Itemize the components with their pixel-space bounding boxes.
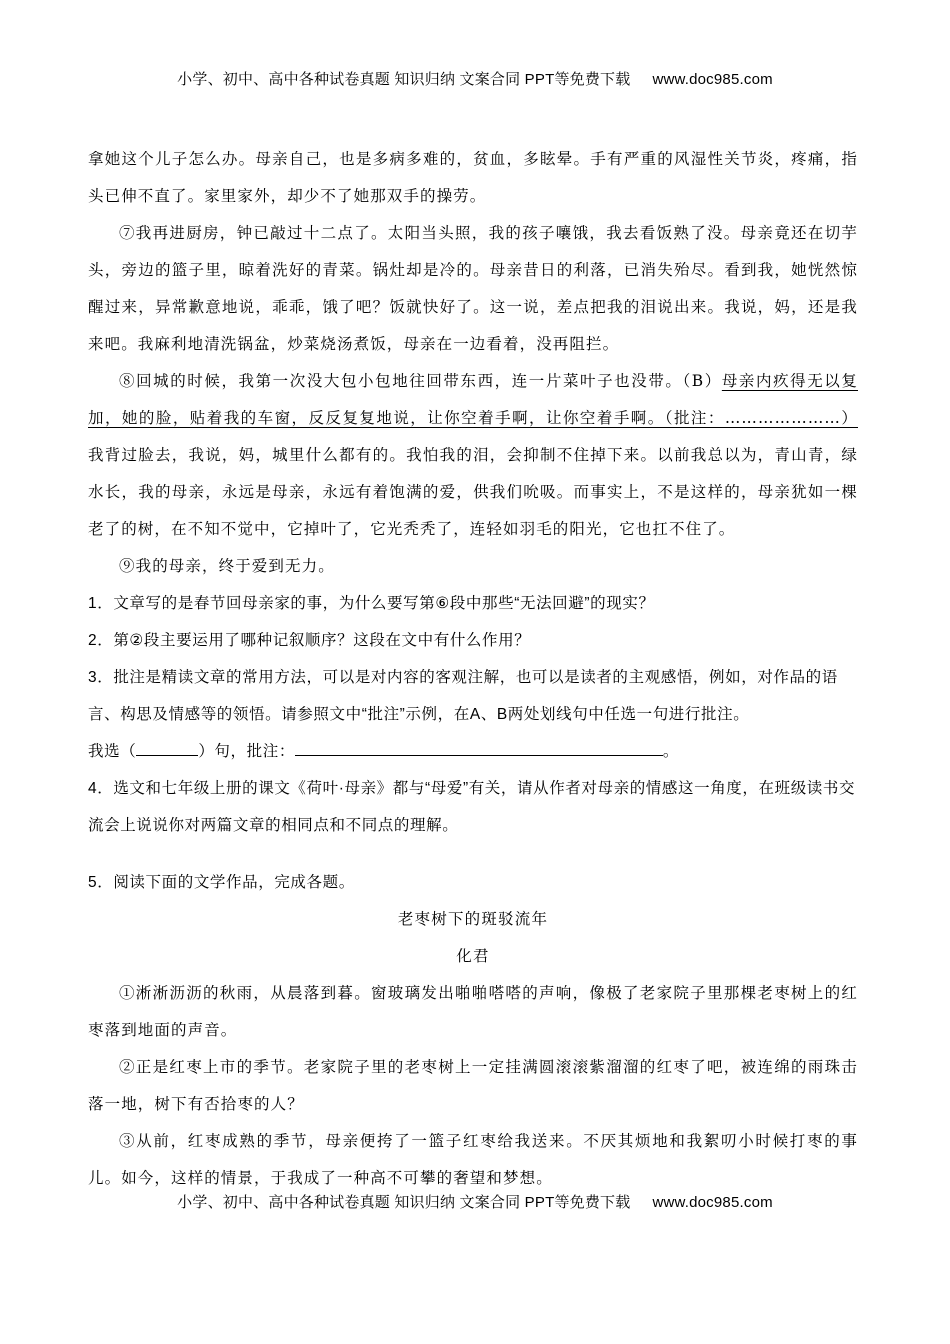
passage-paragraph-9: ⑨我的母亲，终于爱到无力。 (119, 557, 335, 575)
answer-prefix: 我选（ (88, 743, 137, 760)
question-5: 5．阅读下面的文学作品，完成各题。 (88, 874, 355, 891)
article-paragraph-3: ③从前，红枣成熟的季节，母亲便挎了一篮子红枣给我送来。不厌其烦地和我絮叨小时候打枣的事儿。如今，这样的情景，于我成了一种高不可攀的奢望和梦想。 (88, 1132, 858, 1187)
article-paragraph-2: ②正是红枣上市的季节。老家院子里的老枣树上一定挂满圆滚滚紫溜溜的红枣了吧，被连绵的雨珠击落一地，树下有否拾枣的人？ (88, 1058, 858, 1113)
header-text: 小学、初中、高中各种试卷真题 知识归纳 文案合同 PPT等免费下载 (177, 71, 631, 88)
p8-start: ⑧回城的时候，我第一次没大包小包地往回带东西，连一片菜叶子也没带。 (119, 372, 683, 390)
p8-underlined-sentence-b: 母亲内疚得无以复加，她的脸，贴着我的车窗，反反复复地说，让你空着手啊，让你空着手啊。（批注：…………………） (88, 372, 858, 427)
question-1: 1．文章写的是春节回母亲家的事，为什么要写第⑥段中那些“无法回避”的现实？ (88, 595, 655, 612)
passage-paragraph-8 (88, 363, 858, 548)
passage-paragraph-7: ⑦我再进厨房，钟已敲过十二点了。太阳当头照，我的孩子嚷饿，我去看饭熟了没。母亲竟还在切芋头，旁边的篮子里，晾着洗好的青菜。锅灶却是冷的。母亲昔日的利落，已消失殆尽。看到我，她恍然惊醒过来，异常歉意地说，乖乖，饿了吧？饭就快好了。这一说，差点把我的泪说出来。我说，妈，还是我来吧。我麻利地清洗锅盆，炒菜烧汤煮饭，母亲在一边看着，没再阻拦。 (88, 224, 858, 353)
p8-end: 我背过脸去，我说，妈，城里什么都有的。我怕我的泪，会抑制不住掉下来。以前我总以为，青山青，绿水长，我的母亲，永远是母亲，永远有着饱满的爱，供我们吮吸。而事实上，不是这样的，母亲犹如一棵老了的树，在不知不觉中，它掉叶了，它光秃秃了，连轻如羽毛的阳光，它也扛不住了。 (88, 446, 858, 538)
annotation-blank[interactable] (295, 739, 663, 756)
page-footer (0, 1191, 950, 1212)
footer-site-link[interactable]: www.doc985.com (652, 1194, 773, 1211)
question-4: 4．选文和七年级上册的课文《荷叶·母亲》都与“母爱”有关，请从作者对母亲的情感这一角度，在班级读书交流会上说说你对两篇文章的相同点和不同点的理解。 (88, 780, 856, 834)
question-3: 3．批注是精读文章的常用方法，可以是对内容的客观注解，也可以是读者的主观感悟，例如，对作品的语言、构思及情感等的领悟。请参照文中“批注”示例，在A、B两处划线句中任选一句进行批注。 (88, 669, 838, 723)
question-3-answer-line (88, 733, 858, 770)
p8-mark-b: （B） (682, 372, 722, 390)
question-2: 2．第②段主要运用了哪种记叙顺序？这段在文中有什么作用？ (88, 632, 531, 649)
page-header (0, 68, 950, 89)
spacer (88, 844, 858, 864)
document-body (88, 141, 858, 1197)
header-site-link[interactable]: www.doc985.com (652, 71, 773, 88)
answer-end: 。 (662, 743, 680, 760)
passage-paragraph-continued: 拿她这个儿子怎么办。母亲自己，也是多病多难的，贫血，多眩晕。手有严重的风湿性关节炎，疼痛，指头已伸不直了。家里家外，却少不了她那双手的操劳。 (88, 150, 858, 205)
article-author: 化君 (456, 947, 490, 965)
footer-text: 小学、初中、高中各种试卷真题 知识归纳 文案合同 PPT等免费下载 (177, 1194, 631, 1211)
article-paragraph-1: ①淅淅沥沥的秋雨，从晨落到暮。窗玻璃发出啪啪嗒嗒的声响，像极了老家院子里那棵老枣树上的红枣落到地面的声音。 (88, 984, 858, 1039)
article-title: 老枣树下的斑驳流年 (397, 910, 549, 928)
choice-blank[interactable] (136, 739, 198, 756)
answer-mid: ）句，批注： (198, 743, 295, 760)
